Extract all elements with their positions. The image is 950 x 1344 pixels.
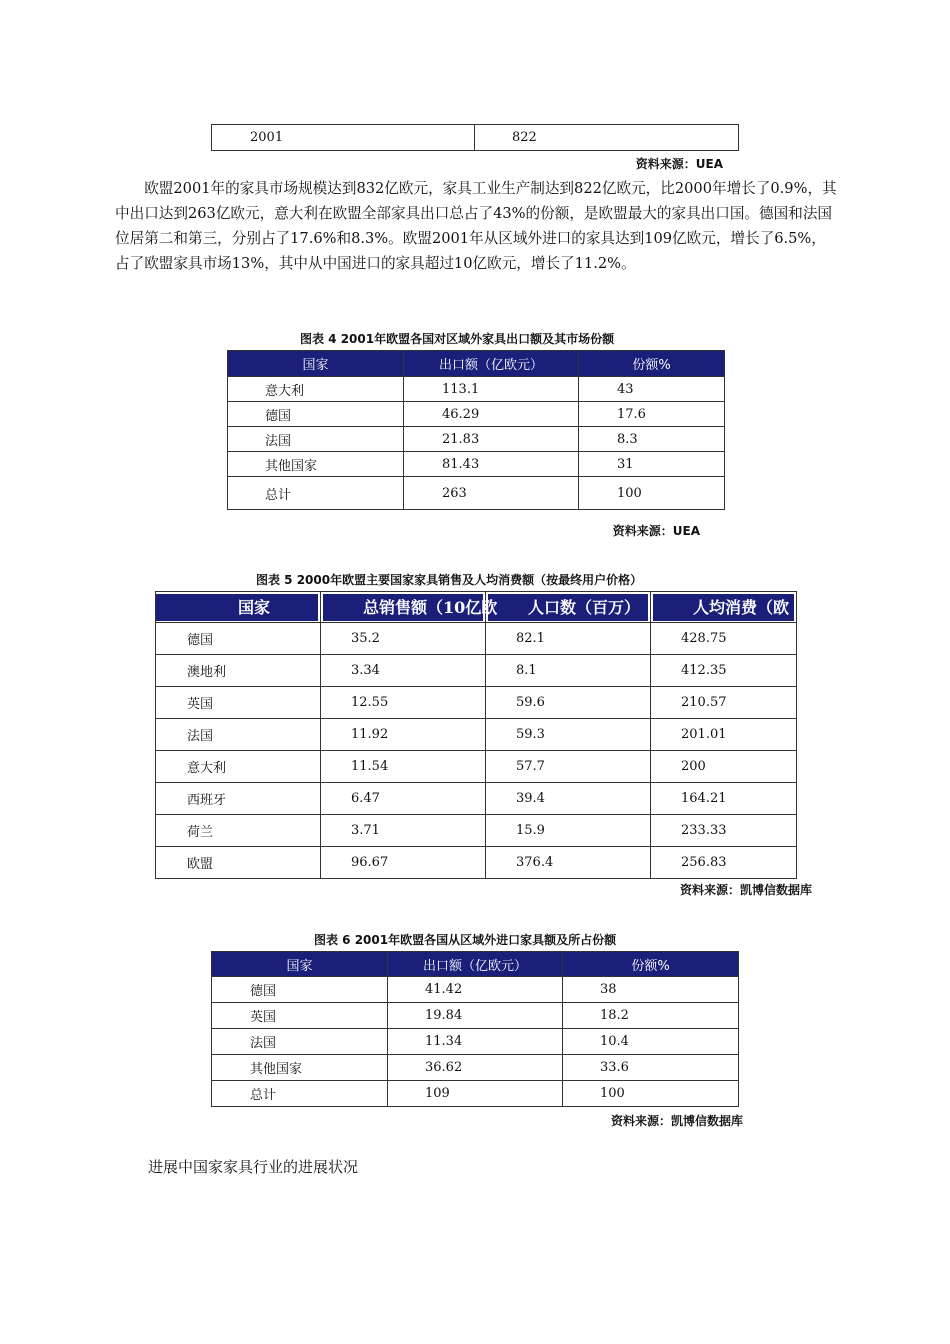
table5-caption: 图表 5 2000年欧盟主要国家家具销售及人均消费额（按最终用户价格） [256, 573, 643, 587]
country-cell: 澳地利 [156, 655, 321, 687]
share-cell: 31 [579, 452, 725, 477]
country-cell: 荷兰 [156, 815, 321, 847]
country-cell: 法国 [228, 427, 404, 452]
population-cell: 59.6 [486, 687, 651, 719]
share-cell: 38 [563, 977, 739, 1003]
country-cell: 其他国家 [212, 1055, 388, 1081]
share-cell: 18.2 [563, 1003, 739, 1029]
country-cell: 德国 [212, 977, 388, 1003]
import-cell: 11.34 [388, 1029, 563, 1055]
col-header-per-capita: 人均消费（欧 [651, 592, 797, 623]
table-row [228, 427, 725, 452]
col-header-sales: 总销售额（10亿欧 [321, 592, 486, 623]
table-row [212, 977, 739, 1003]
per-capita-cell: 412.35 [651, 655, 797, 687]
table4-caption: 图表 4 2001年欧盟各国对区域外家具出口额及其市场份额 [300, 332, 615, 346]
col-header-population: 人口数（百万） [486, 592, 651, 623]
country-cell: 其他国家 [228, 452, 404, 477]
table-row [156, 655, 797, 687]
population-cell: 8.1 [486, 655, 651, 687]
export-cell: 46.29 [404, 402, 579, 427]
table-row [156, 847, 797, 879]
col-header-share: 份额% [579, 351, 725, 377]
body-paragraph: 欧盟2001年的家具市场规模达到832亿欧元，家具工业生产制达到822亿欧元，比2000年增长了0.9%，其中出口达到263亿欧元，意大利在欧盟全部家具出口总占了43%的份额，是欧盟最大的家具出口国。德国和法国位居第二和第三，分别占了17.6%和8.3%。欧盟2001年从区域外进口的家具达到109亿欧元，增长了6.5%，占了欧盟家具市场13%，其中从中国进口的家具超过10亿欧元，增长了11.2%。 [115, 180, 837, 272]
table5 [155, 591, 797, 879]
export-cell: 21.83 [404, 427, 579, 452]
table-row-total [228, 477, 725, 510]
col-header-country: 国家 [228, 351, 404, 377]
col-header-country: 国家 [212, 952, 388, 977]
per-capita-cell: 201.01 [651, 719, 797, 751]
per-capita-cell: 233.33 [651, 815, 797, 847]
country-cell: 总计 [212, 1081, 388, 1107]
country-cell: 英国 [156, 687, 321, 719]
per-capita-cell: 428.75 [651, 623, 797, 655]
table-row [156, 687, 797, 719]
population-cell: 57.7 [486, 751, 651, 783]
col-header-export: 出口额（亿欧元） [404, 351, 579, 377]
table4 [227, 350, 725, 510]
table-row [156, 719, 797, 751]
per-capita-cell: 200 [651, 751, 797, 783]
population-cell: 59.3 [486, 719, 651, 751]
population-cell: 376.4 [486, 847, 651, 879]
per-capita-cell: 210.57 [651, 687, 797, 719]
table-row [156, 623, 797, 655]
import-cell: 19.84 [388, 1003, 563, 1029]
share-cell: 17.6 [579, 402, 725, 427]
table5-source: 资料来源：凯博信数据库 [679, 883, 812, 897]
sales-cell: 6.47 [321, 783, 486, 815]
export-cell: 81.43 [404, 452, 579, 477]
sales-cell: 3.71 [321, 815, 486, 847]
sales-cell: 3.34 [321, 655, 486, 687]
population-cell: 15.9 [486, 815, 651, 847]
import-cell: 41.42 [388, 977, 563, 1003]
country-cell: 意大利 [228, 377, 404, 402]
per-capita-cell: 256.83 [651, 847, 797, 879]
table-row [156, 783, 797, 815]
col-header-country: 国家 [156, 592, 321, 623]
country-cell: 法国 [212, 1029, 388, 1055]
table-row [156, 815, 797, 847]
table-row-total [212, 1081, 739, 1107]
share-cell: 33.6 [563, 1055, 739, 1081]
table-row [156, 751, 797, 783]
table-header-row [156, 592, 797, 623]
sales-cell: 11.92 [321, 719, 486, 751]
import-cell: 36.62 [388, 1055, 563, 1081]
sales-cell: 11.54 [321, 751, 486, 783]
source-note: 资料来源：UEA [635, 157, 723, 171]
share-cell: 8.3 [579, 427, 725, 452]
share-cell: 100 [579, 477, 725, 510]
sales-cell: 12.55 [321, 687, 486, 719]
table-header-row [212, 952, 739, 977]
table6-caption: 图表 6 2001年欧盟各国从区域外进口家具额及所占份额 [314, 933, 617, 947]
table-row [228, 377, 725, 402]
col-header-import: 出口额（亿欧元） [388, 952, 563, 977]
table6 [211, 951, 739, 1107]
share-cell: 43 [579, 377, 725, 402]
table-header-row [228, 351, 725, 377]
per-capita-cell: 164.21 [651, 783, 797, 815]
value-cell: 822 [475, 125, 739, 151]
country-cell: 意大利 [156, 751, 321, 783]
continued-table [211, 124, 739, 151]
export-cell: 113.1 [404, 377, 579, 402]
population-cell: 82.1 [486, 623, 651, 655]
year-cell: 2001 [212, 125, 475, 151]
export-cell: 263 [404, 477, 579, 510]
table-row [228, 402, 725, 427]
table4-source: 资料来源：UEA [612, 524, 700, 538]
country-cell: 西班牙 [156, 783, 321, 815]
table-row [212, 1003, 739, 1029]
country-cell: 英国 [212, 1003, 388, 1029]
table-row [212, 1029, 739, 1055]
table-row [212, 125, 739, 151]
share-cell: 10.4 [563, 1029, 739, 1055]
table-row [212, 1055, 739, 1081]
country-cell: 法国 [156, 719, 321, 751]
population-cell: 39.4 [486, 783, 651, 815]
col-header-share: 份额% [563, 952, 739, 977]
table-row [228, 452, 725, 477]
country-cell: 总计 [228, 477, 404, 510]
sales-cell: 35.2 [321, 623, 486, 655]
country-cell: 欧盟 [156, 847, 321, 879]
table6-source: 资料来源：凯博信数据库 [610, 1114, 743, 1128]
country-cell: 德国 [156, 623, 321, 655]
country-cell: 德国 [228, 402, 404, 427]
section-heading: 进展中国家家具行业的进展状况 [148, 1158, 359, 1176]
import-cell: 109 [388, 1081, 563, 1107]
share-cell: 100 [563, 1081, 739, 1107]
sales-cell: 96.67 [321, 847, 486, 879]
